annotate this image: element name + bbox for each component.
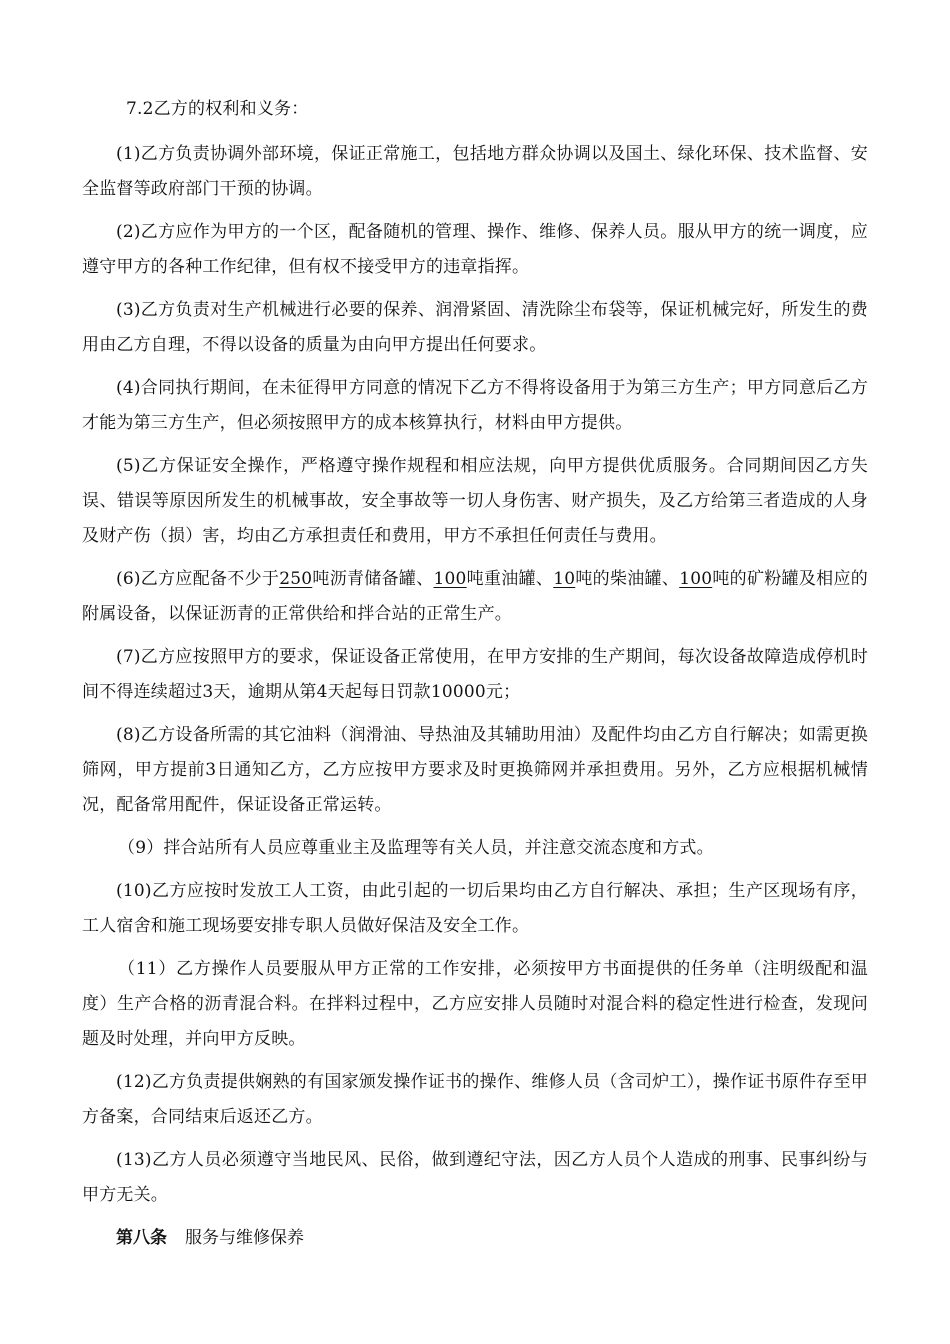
heavy-oil-tank-capacity: 100 xyxy=(433,569,467,589)
clause-6-text-4: 吨的矿粉罐及相应的附属设备，以保证沥青的正常供给和拌合站的正常生产。 xyxy=(82,569,868,624)
article-title: 服务与维修保养 xyxy=(185,1228,304,1248)
clause-8: (8)乙方设备所需的其它油料（润滑油、导热油及其辅助用油）及配件均由乙方自行解决；如需更换筛网，甲方提前3日通知乙方，乙方应按甲方要求及时更换筛网并承担费用。另外，乙方应根据机械情况，配备常用配件，保证设备正常运转。 xyxy=(82,725,868,815)
clause-6-prefix: (6)乙方应配备不少于 xyxy=(116,569,280,589)
clause-1: (1)乙方负责协调外部环境，保证正常施工，包括地方群众协调以及国土、绿化环保、技术监督、安全监督等政府部门干预的协调。 xyxy=(82,144,868,199)
clause-6-text-1: 吨沥青储备罐、 xyxy=(312,569,434,589)
document-body xyxy=(82,92,868,1256)
article-number: 第八条 xyxy=(116,1228,167,1248)
mineral-powder-tank-capacity: 100 xyxy=(679,569,713,589)
clause-4: (4)合同执行期间，在未征得甲方同意的情况下乙方不得将设备用于为第三方生产；甲方同意后乙方才能为第三方生产，但必须按照甲方的成本核算执行，材料由甲方提供。 xyxy=(82,378,868,433)
clause-10: (10)乙方应按时发放工人工资，由此引起的一切后果均由乙方自行解决、承担；生产区现场有序，工人宿舍和施工现场要安排专职人员做好保洁及安全工作。 xyxy=(82,881,868,936)
clause-11: （11）乙方操作人员要服从甲方正常的工作安排，必须按甲方书面提供的任务单（注明级配和温度）生产合格的沥青混合料。在拌料过程中，乙方应安排人员随时对混合料的稳定性进行检查，发现问题及时处理，并向甲方反映。 xyxy=(82,959,868,1049)
clause-7: (7)乙方应按照甲方的要求，保证设备正常使用，在甲方安排的生产期间，每次设备故障造成停机时间不得连续超过3天，逾期从第4天起每日罚款10000元； xyxy=(82,647,868,702)
clause-13: (13)乙方人员必须遵守当地民风、民俗，做到遵纪守法，因乙方人员个人造成的刑事、民事纠纷与甲方无关。 xyxy=(82,1150,868,1205)
clause-3: (3)乙方负责对生产机械进行必要的保养、润滑紧固、清洗除尘布袋等，保证机械完好，所发生的费用由乙方自理，不得以设备的质量为由向甲方提出任何要求。 xyxy=(82,300,868,355)
section-heading: 7.2乙方的权利和义务： xyxy=(126,99,309,119)
clause-9: （9）拌合站所有人员应尊重业主及监理等有关人员，并注意交流态度和方式。 xyxy=(118,838,714,858)
clause-6 xyxy=(82,562,868,632)
article-heading xyxy=(82,1221,868,1256)
asphalt-tank-capacity: 250 xyxy=(279,569,313,589)
diesel-tank-capacity: 10 xyxy=(553,569,576,589)
clause-2: (2)乙方应作为甲方的一个区，配备随机的管理、操作、维修、保养人员。服从甲方的统一调度，应遵守甲方的各种工作纪律，但有权不接受甲方的违章指挥。 xyxy=(82,222,868,277)
clause-6-text-2: 吨重油罐、 xyxy=(466,569,554,589)
clause-5: (5)乙方保证安全操作，严格遵守操作规程和相应法规，向甲方提供优质服务。合同期间因乙方失误、错误等原因所发生的机械事故，安全事故等一切人身伤害、财产损失，及乙方给第三者造成的人身及财产伤（损）害，均由乙方承担责任和费用，甲方不承担任何责任与费用。 xyxy=(82,456,868,546)
clause-12: (12)乙方负责提供娴熟的有国家颁发操作证书的操作、维修人员（含司炉工），操作证书原件存至甲方备案，合同结束后返还乙方。 xyxy=(82,1072,868,1127)
clause-6-text-3: 吨的柴油罐、 xyxy=(575,569,680,589)
